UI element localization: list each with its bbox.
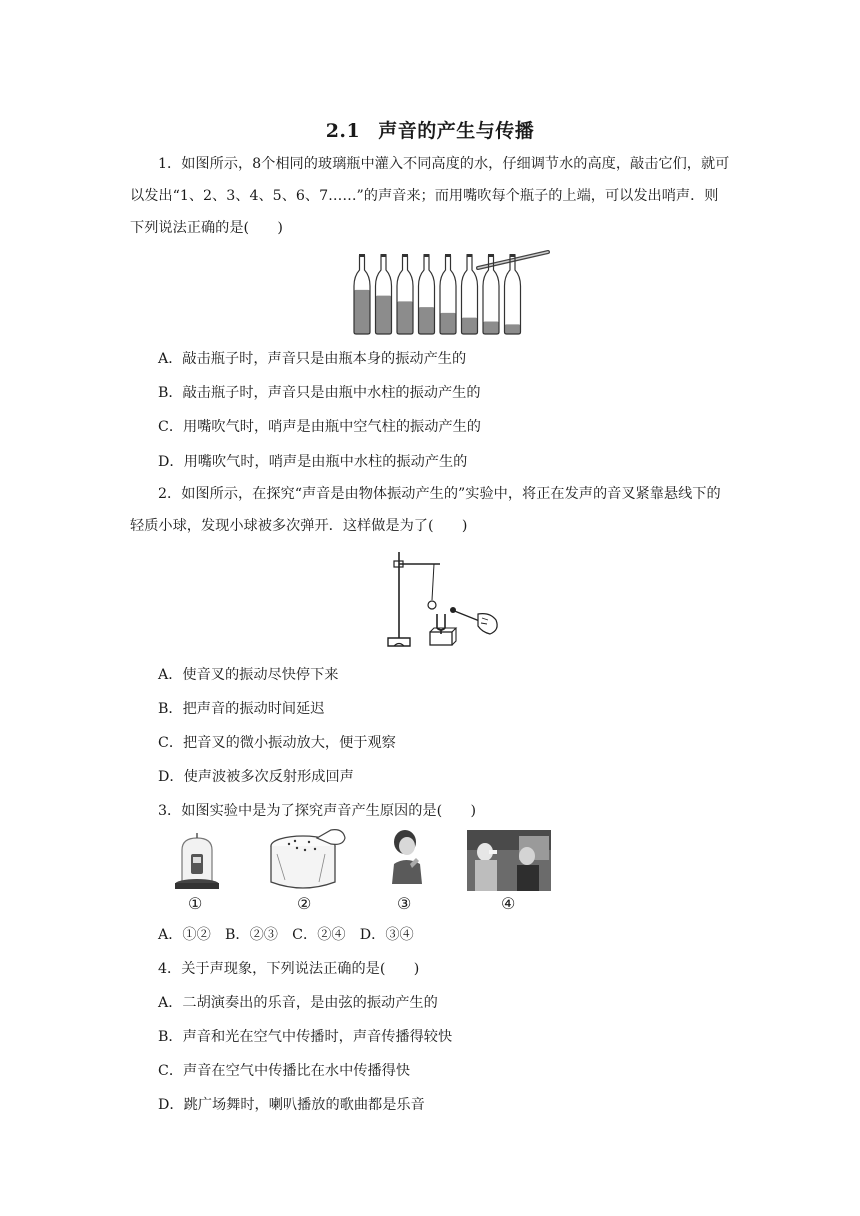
q2-option-b: B．把声音的振动时间延迟 <box>158 701 325 717</box>
photo-figure <box>467 830 551 891</box>
bottle-lip <box>381 254 387 257</box>
section-number: 2.1 <box>325 120 361 142</box>
q4-option-b: B．声音和光在空气中传播时，声音传播得较快 <box>158 1029 453 1045</box>
q4-option-d: D．跳广场舞时，喇叭播放的歌曲都是乐音 <box>158 1097 425 1113</box>
q4-option-c: C．声音在空气中传播比在水中传播得快 <box>158 1063 411 1079</box>
fig-label-2: ② <box>297 894 312 913</box>
bottle-water <box>505 324 521 334</box>
bottle-water <box>397 301 413 334</box>
bottle-water <box>462 318 478 334</box>
q1-option-c: C．用嘴吹气时，哨声是由瓶中空气柱的振动产生的 <box>158 419 481 435</box>
bottle-water <box>419 307 435 334</box>
question-1-stem: 1．如图所示，8个相同的玻璃瓶中灌入不同高度的水，仔细调节水的高度，敲击它们，就可以发出“1、2、3、4、5、6、7……”的声音来；而用嘴吹每个瓶子的上端，可以发出哨声．则下列说法正确的是( ) <box>130 156 730 236</box>
fig-label-3: ③ <box>397 894 412 913</box>
bottle-water <box>376 296 392 334</box>
bottle-lip <box>402 254 408 257</box>
q1-option-d: D．用嘴吹气时，哨声是由瓶中水柱的振动产生的 <box>158 454 468 470</box>
question-3-stem: 3．如图实验中是为了探究声音产生原因的是( ) <box>158 803 477 819</box>
bottle-lip <box>359 254 365 257</box>
q2-option-a: A．使音叉的振动尽快停下来 <box>158 667 339 683</box>
page-title <box>0 116 860 143</box>
bottle-lip <box>488 254 494 257</box>
tuning-fork-figure <box>382 550 502 650</box>
q2-option-c: C．把音叉的微小振动放大，便于观察 <box>158 735 396 751</box>
q4-option-a: A．二胡演奏出的乐音，是由弦的振动产生的 <box>158 995 438 1011</box>
q1-option-a: A．敲击瓶子时，声音只是由瓶本身的振动产生的 <box>158 351 467 367</box>
q2-option-d: D．使声波被多次反射形成回声 <box>158 769 354 785</box>
bottles-figure <box>352 250 550 340</box>
question-4-stem: 4．关于声现象，下列说法正确的是( ) <box>158 961 420 977</box>
q1-option-b: B．敲击瓶子时，声音只是由瓶中水柱的振动产生的 <box>158 385 481 401</box>
fig-label-1: ① <box>188 894 203 913</box>
drum-figure <box>265 828 349 890</box>
bottle-water <box>354 290 370 334</box>
bottle-lip <box>467 254 473 257</box>
child-figure <box>390 828 424 886</box>
q3-options: A．①② B．②③ C．②④ D．③④ <box>158 927 414 943</box>
bottle-water <box>440 313 456 334</box>
section-title: 声音的产生与传播 <box>378 120 535 142</box>
bottle-lip <box>445 254 451 257</box>
bell-jar-figure <box>172 832 222 892</box>
bottle-lip <box>424 254 430 257</box>
fig-label-4: ④ <box>501 894 516 913</box>
bottle-lip <box>510 254 516 257</box>
question-2-stem: 2．如图所示，在探究“声音是由物体振动产生的”实验中，将正在发声的音叉紧靠悬线下的轻质小球，发现小球被多次弹开．这样做是为了( ) <box>130 486 721 534</box>
bottle-water <box>483 322 499 334</box>
